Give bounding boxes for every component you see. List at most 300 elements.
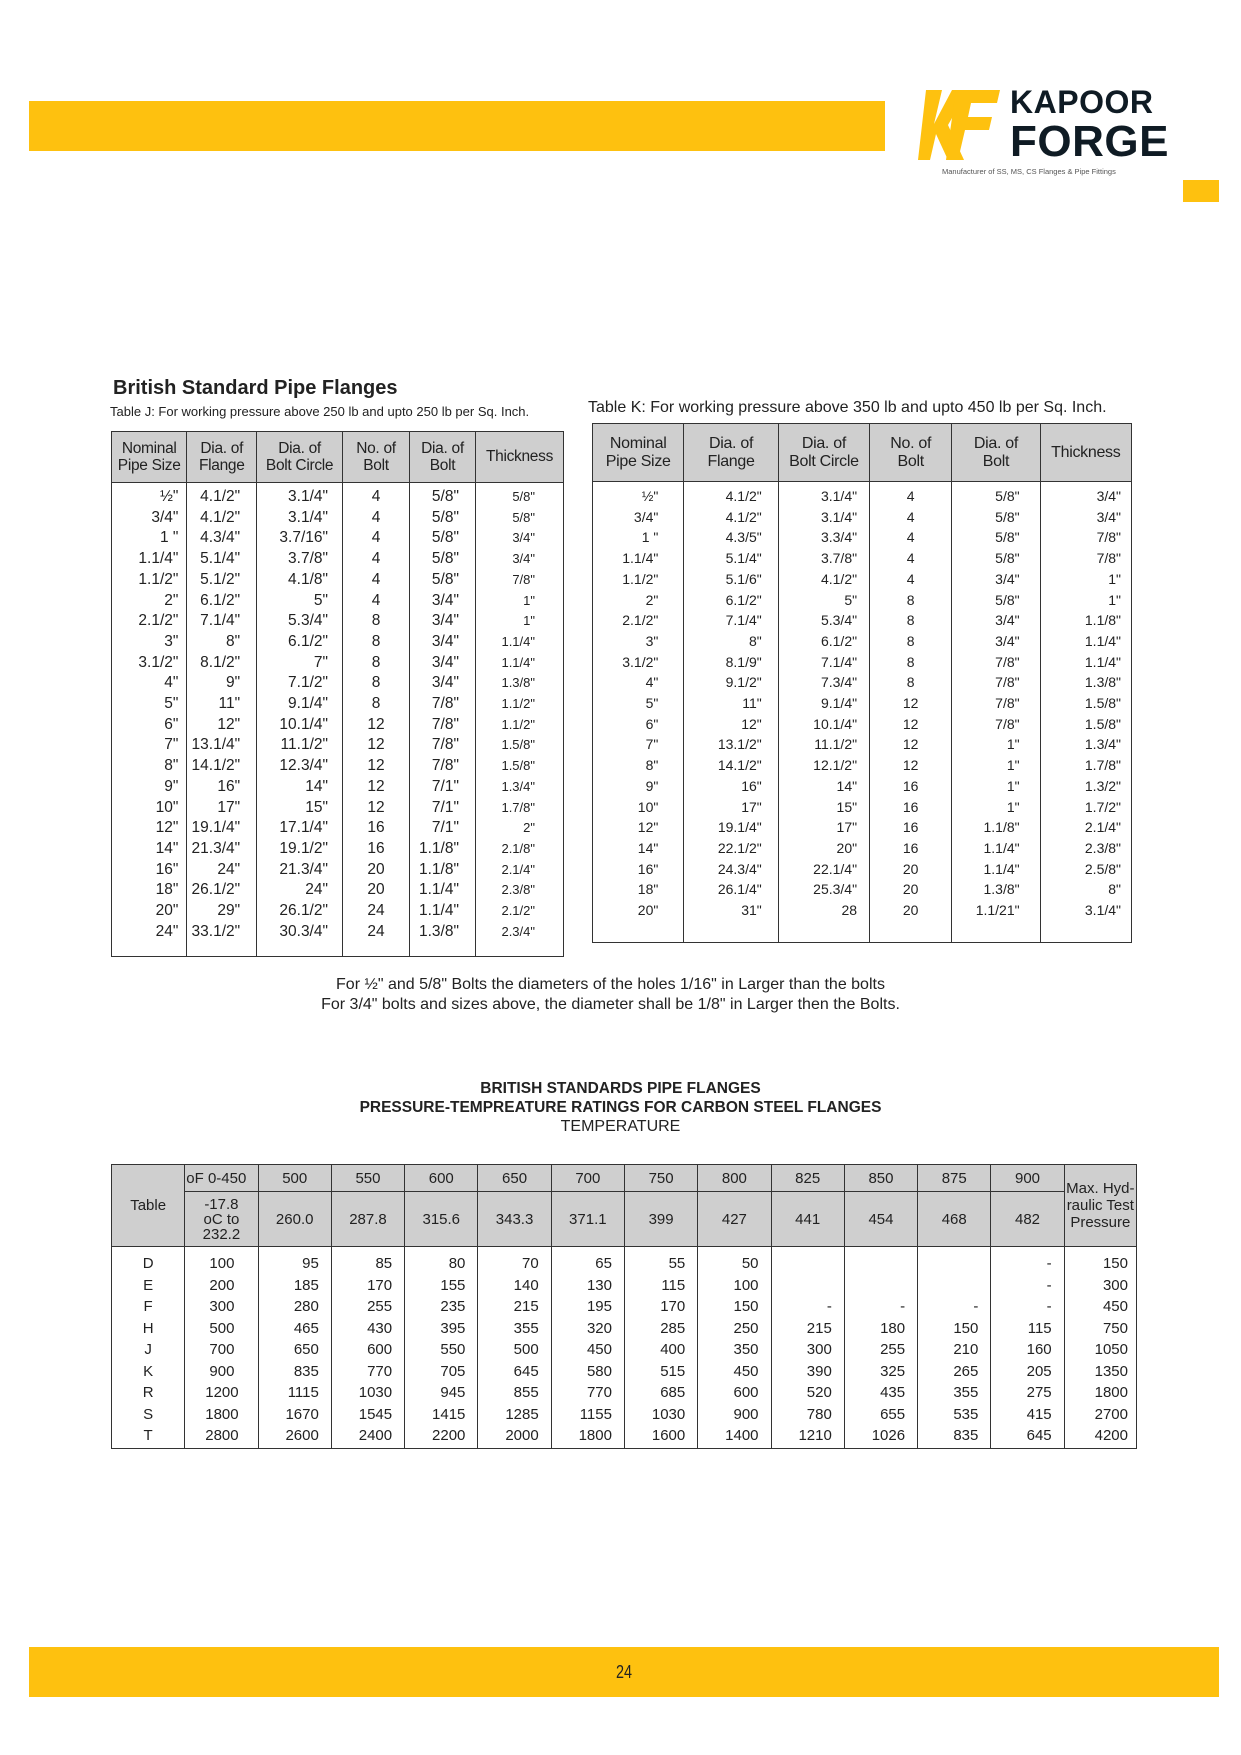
cell-value: 520 bbox=[806, 1384, 832, 1401]
bolt-hole-note-1: For ½" and 5/8" Bolts the diameters of the holes 1/16" in Larger than the bolts bbox=[336, 976, 885, 993]
cell-value: 18" bbox=[155, 881, 179, 899]
cell-value: 7/8" bbox=[431, 715, 459, 733]
cell-value: 350 bbox=[733, 1341, 759, 1358]
bolt-hole-note-2: For 3/4" bolts and sizes above, the diameter shall be 1/8" in Larger then the Bolts. bbox=[321, 996, 900, 1013]
temp-c-cell: -17.8 oC to 232.2 bbox=[185, 1192, 258, 1247]
cell-value: 1.1/2" bbox=[622, 570, 659, 587]
cell-value: 1050 bbox=[1094, 1341, 1128, 1358]
cell-value: 10.1/4" bbox=[813, 715, 858, 732]
cell-value: 3/4" bbox=[1096, 488, 1121, 504]
cell-value: 7/8" bbox=[995, 674, 1020, 691]
cell-value: 1030 bbox=[651, 1405, 686, 1423]
table-j-header-row bbox=[112, 432, 564, 483]
cell-value: 685 bbox=[660, 1384, 686, 1401]
cell-value: 1.1/4" bbox=[419, 881, 459, 899]
cell-value: 1.3/2" bbox=[1084, 777, 1121, 794]
brand-tagline: Manufacturer of SS, MS, CS Flanges & Pipe Fittings bbox=[942, 167, 1116, 176]
cell-value: 24" bbox=[217, 860, 241, 878]
cell-value: 16 bbox=[367, 839, 385, 857]
cell-value: 13.1/2" bbox=[717, 736, 762, 753]
cell-value: 750 bbox=[1102, 1319, 1128, 1337]
temp-c-cell: 441 bbox=[771, 1192, 844, 1247]
cell-value: 16 bbox=[367, 819, 385, 837]
cell-value: 4.1/2" bbox=[725, 488, 762, 504]
cell-value: 1.1/4" bbox=[419, 902, 459, 920]
cell-value: 170 bbox=[660, 1298, 686, 1315]
cell-value: 300 bbox=[209, 1298, 235, 1315]
cell-value: 4 bbox=[371, 488, 381, 505]
header-thickness: Thickness bbox=[475, 432, 563, 483]
cell-value: 5/8" bbox=[512, 489, 535, 504]
cell-value: 9" bbox=[226, 674, 241, 692]
temp-c-cell: 454 bbox=[844, 1192, 917, 1247]
cell-value: 9.1/2" bbox=[725, 674, 762, 691]
col-dia-of-bolt bbox=[410, 483, 476, 957]
cell-value: 5/8" bbox=[431, 508, 459, 526]
cell-value: 26.1/4" bbox=[717, 881, 762, 898]
pressure-col-650 bbox=[478, 1247, 551, 1449]
pressure-title-line-3: TEMPERATURE bbox=[560, 1118, 681, 1135]
cell-value: 8 bbox=[906, 591, 915, 608]
cell-value: 10" bbox=[155, 798, 179, 816]
cell-value: 25.3/4" bbox=[813, 881, 858, 898]
cell-value: 3/4" bbox=[633, 508, 659, 525]
cell-value: 5.1/6" bbox=[725, 570, 762, 587]
cell-value: 15" bbox=[836, 798, 858, 815]
temp-f-cell: 900 bbox=[991, 1165, 1064, 1192]
cell-value: 8 bbox=[371, 632, 381, 650]
cell-value: 3.7/8" bbox=[288, 550, 328, 568]
cell-value: 4" bbox=[164, 674, 179, 692]
cell-value: 12 bbox=[367, 736, 385, 754]
cell-value: 1030 bbox=[358, 1384, 393, 1401]
header-nominal-pipe-size: Nominal Pipe Size bbox=[112, 432, 187, 483]
col-dia-of-bolt-circle bbox=[778, 482, 869, 943]
cell-value: 1.5/8" bbox=[1084, 715, 1121, 732]
cell-value: 945 bbox=[440, 1384, 466, 1401]
cell-value: 5/8" bbox=[431, 488, 459, 505]
cell-value: 17" bbox=[217, 798, 241, 816]
cell-value: 700 bbox=[209, 1341, 235, 1358]
cell-value: 1800 bbox=[1094, 1384, 1128, 1401]
cell-value: 3/4" bbox=[431, 653, 459, 671]
cell-value: 4 bbox=[371, 529, 381, 547]
cell-value: 1800 bbox=[205, 1405, 239, 1423]
pressure-col-850 bbox=[844, 1247, 917, 1449]
temp-f-cell: 550 bbox=[331, 1165, 404, 1192]
pressure-col-of-0-450 bbox=[185, 1247, 258, 1449]
cell-value: 95 bbox=[302, 1255, 319, 1272]
cell-value: 12 bbox=[367, 715, 385, 733]
header-dia-of-flange: Dia. of Flange bbox=[187, 432, 257, 483]
cell-value: 1155 bbox=[579, 1405, 612, 1423]
cell-value: 500 bbox=[513, 1341, 539, 1358]
temp-f-cell: oF 0-450 bbox=[185, 1165, 258, 1192]
cell-value: 205 bbox=[1026, 1362, 1052, 1380]
cell-value: 7/1" bbox=[431, 777, 459, 795]
cell-value: 235 bbox=[440, 1298, 466, 1315]
cell-value: E bbox=[143, 1276, 154, 1294]
cell-value: 30.3/4" bbox=[279, 922, 328, 940]
col-dia-of-flange bbox=[187, 483, 257, 957]
cell-value: 2800 bbox=[205, 1427, 239, 1444]
cell-value: 4.1/8" bbox=[288, 570, 328, 588]
cell-value: 3/4" bbox=[1096, 508, 1121, 525]
pressure-col-550 bbox=[331, 1247, 404, 1449]
cell-value: D bbox=[142, 1255, 154, 1272]
cell-value: 3/4" bbox=[512, 551, 535, 567]
cell-value: 1.7/8" bbox=[501, 799, 535, 815]
cell-value: 415 bbox=[1026, 1405, 1052, 1423]
cell-value: 1350 bbox=[1094, 1362, 1128, 1380]
cell-value: 8" bbox=[645, 757, 659, 774]
table-j-caption: Table J: For working pressure above 250 lb and upto 250 lb per Sq. Inch. bbox=[110, 404, 530, 419]
header-nominal-pipe-size: Nominal Pipe Size bbox=[593, 424, 684, 482]
cell-value: 325 bbox=[880, 1362, 906, 1380]
cell-value: 1.1/8" bbox=[419, 839, 459, 857]
temp-c-cell: 315.6 bbox=[405, 1192, 478, 1247]
col-max-hydraulic-test-pressure bbox=[1064, 1247, 1136, 1449]
cell-value: 4.3/5" bbox=[725, 529, 762, 546]
pressure-col-825 bbox=[771, 1247, 844, 1449]
cell-value: 7.1/4" bbox=[725, 612, 762, 629]
cell-value: 6.1/2" bbox=[820, 632, 858, 649]
cell-value: 200 bbox=[209, 1276, 235, 1294]
brand-wordmark bbox=[1010, 86, 1169, 164]
cell-value: 5.3/4" bbox=[820, 612, 858, 629]
cell-value: 355 bbox=[953, 1384, 979, 1401]
col-table-class bbox=[112, 1247, 185, 1449]
cell-value: 4 bbox=[371, 508, 381, 526]
cell-value: 1285 bbox=[505, 1405, 539, 1423]
cell-value: 5/8" bbox=[431, 529, 459, 547]
cell-value: 12 bbox=[902, 715, 919, 732]
cell-value: 5/8" bbox=[512, 509, 535, 525]
section-title: British Standard Pipe Flanges bbox=[113, 377, 398, 399]
temp-f-cell: 825 bbox=[771, 1165, 844, 1192]
cell-value: 1.1/8" bbox=[419, 860, 459, 878]
cell-value: 465 bbox=[293, 1319, 319, 1337]
cell-value: 130 bbox=[586, 1276, 612, 1294]
side-accent-block bbox=[1183, 180, 1219, 202]
cell-value: 3.1/2" bbox=[622, 653, 659, 670]
cell-value: 300 bbox=[1102, 1276, 1128, 1294]
cell-value: 4.1/2" bbox=[200, 488, 241, 505]
header-accent-bar bbox=[29, 101, 885, 151]
pressure-body-row bbox=[112, 1247, 1137, 1449]
cell-value: 180 bbox=[880, 1319, 906, 1337]
cell-value: H bbox=[142, 1319, 154, 1337]
cell-value bbox=[846, 1275, 905, 1297]
cell-value: 7/8" bbox=[995, 653, 1020, 670]
kf-monogram-icon bbox=[918, 90, 1000, 160]
cell-value: 1.1/4" bbox=[1084, 653, 1121, 670]
cell-value: 24.3/4" bbox=[717, 860, 762, 877]
cell-value: 1415 bbox=[432, 1405, 466, 1423]
temp-c-cell: 427 bbox=[698, 1192, 771, 1247]
cell-value: 14" bbox=[155, 839, 179, 857]
cell-value: 3.1/4" bbox=[288, 488, 328, 505]
cell-value: 215 bbox=[806, 1319, 832, 1337]
cell-value: 4.3/4" bbox=[200, 529, 241, 547]
cell-value: 185 bbox=[293, 1276, 319, 1294]
header-thickness: Thickness bbox=[1040, 424, 1131, 482]
cell-value: 20" bbox=[155, 902, 179, 920]
footer-accent-bar bbox=[29, 1647, 1219, 1697]
cell-value: 20" bbox=[836, 839, 858, 856]
cell-value: 9" bbox=[645, 777, 659, 794]
cell-value bbox=[919, 1275, 978, 1297]
cell-value: 6.1/2" bbox=[200, 591, 241, 609]
table-j bbox=[111, 431, 564, 957]
cell-value: 4 bbox=[906, 529, 915, 546]
cell-value: 10.1/4" bbox=[279, 715, 328, 733]
cell-value: 1545 bbox=[358, 1405, 393, 1423]
cell-value: 5" bbox=[645, 695, 659, 712]
cell-value: 8 bbox=[906, 674, 915, 691]
cell-value: 20 bbox=[902, 860, 919, 877]
cell-value: 1" bbox=[1108, 570, 1121, 587]
cell-value: 3.1/4" bbox=[1084, 902, 1121, 919]
cell-value: 50 bbox=[741, 1255, 759, 1272]
cell-value: 20 bbox=[902, 881, 919, 898]
cell-value: 24 bbox=[367, 922, 385, 940]
cell-value: 655 bbox=[880, 1405, 906, 1423]
cell-value: 1.3/8" bbox=[1084, 674, 1121, 691]
cell-value: 31" bbox=[741, 902, 762, 919]
cell-value: 26.1/2" bbox=[279, 902, 328, 920]
cell-value: 3/4" bbox=[512, 530, 535, 546]
cell-value: 7/8" bbox=[995, 695, 1020, 712]
cell-value: 7/8" bbox=[431, 736, 459, 754]
cell-value: 9" bbox=[164, 777, 179, 795]
header-no-of-bolt: No. of Bolt bbox=[870, 424, 952, 482]
col-thickness bbox=[475, 483, 563, 957]
cell-value: 4200 bbox=[1094, 1427, 1128, 1444]
temperature-f-row bbox=[112, 1165, 1137, 1192]
cell-value: 3.1/4" bbox=[820, 508, 858, 525]
cell-value: 900 bbox=[733, 1405, 759, 1423]
cell-value: 170 bbox=[367, 1276, 393, 1294]
cell-value: 650 bbox=[293, 1341, 319, 1358]
cell-value: 8 bbox=[371, 674, 381, 692]
cell-value: 65 bbox=[595, 1255, 612, 1272]
cell-value: 1.1/8" bbox=[983, 819, 1020, 836]
cell-value: 390 bbox=[806, 1362, 832, 1380]
pressure-col-875 bbox=[918, 1247, 991, 1449]
cell-value: 70 bbox=[522, 1255, 539, 1272]
cell-value: 11" bbox=[218, 695, 241, 713]
cell-value: 7/8" bbox=[995, 715, 1020, 732]
cell-value: K bbox=[143, 1362, 154, 1380]
cell-value: 8 bbox=[906, 653, 915, 670]
cell-value: 2600 bbox=[285, 1427, 319, 1444]
cell-value: S bbox=[143, 1405, 154, 1423]
cell-value: 9.1/4" bbox=[288, 695, 328, 713]
cell-value: 8" bbox=[164, 757, 179, 775]
cell-value: 2.3/4" bbox=[501, 923, 535, 939]
cell-value: 5.1/2" bbox=[200, 570, 241, 588]
cell-value: 2" bbox=[164, 591, 179, 609]
cell-value: 20 bbox=[367, 860, 385, 878]
cell-value: 4" bbox=[645, 674, 659, 691]
cell-value: 645 bbox=[513, 1362, 539, 1380]
cell-value: 12 bbox=[902, 695, 919, 712]
cell-value: 150 bbox=[1102, 1255, 1128, 1272]
pressure-table-title bbox=[0, 1079, 1241, 1136]
col-dia-of-flange bbox=[684, 482, 778, 943]
cell-value: 1.5/8" bbox=[1084, 695, 1121, 712]
cell-value: 11.1/2" bbox=[280, 736, 328, 754]
cell-value: 100 bbox=[209, 1255, 235, 1272]
cell-value: 7.3/4" bbox=[820, 674, 858, 691]
cell-value: 2.1/4" bbox=[501, 861, 535, 877]
cell-value: 8" bbox=[1108, 881, 1121, 898]
cell-value: 1 " bbox=[159, 529, 179, 547]
temp-f-cell: 850 bbox=[844, 1165, 917, 1192]
cell-value: 2.3/8" bbox=[501, 882, 535, 898]
cell-value: 3" bbox=[164, 632, 179, 650]
cell-value: 12 bbox=[367, 757, 385, 775]
cell-value bbox=[773, 1275, 832, 1297]
col-nominal-pipe-size bbox=[112, 483, 187, 957]
cell-value: 3.7/16" bbox=[279, 529, 328, 547]
cell-value: - bbox=[1046, 1298, 1052, 1315]
cell-value: 4 bbox=[906, 488, 915, 504]
header-dia-of-bolt: Dia. of Bolt bbox=[952, 424, 1040, 482]
cell-value: 600 bbox=[733, 1384, 759, 1401]
cell-value: 14" bbox=[637, 839, 659, 856]
cell-value: 3/4" bbox=[995, 612, 1020, 629]
cell-value: 16" bbox=[155, 860, 179, 878]
cell-value: 20 bbox=[367, 881, 385, 899]
cell-value bbox=[773, 1253, 832, 1275]
cell-value: 140 bbox=[513, 1276, 539, 1294]
header-dia-of-bolt-circle: Dia. of Bolt Circle bbox=[778, 424, 869, 482]
cell-value: 430 bbox=[367, 1319, 393, 1337]
cell-value: 16 bbox=[902, 777, 919, 794]
cell-value: J bbox=[144, 1341, 152, 1358]
cell-value: 7/8" bbox=[512, 571, 535, 587]
cell-value: 115 bbox=[1027, 1319, 1052, 1337]
cell-value: 16" bbox=[217, 777, 241, 795]
cell-value: 12" bbox=[155, 819, 179, 837]
cell-value: 5" bbox=[313, 591, 328, 609]
cell-value: 1" bbox=[1006, 798, 1020, 815]
cell-value: 8.1/2" bbox=[200, 653, 241, 671]
cell-value: 1.1/4" bbox=[501, 654, 535, 670]
cell-value: 19.1/4" bbox=[191, 819, 241, 837]
cell-value: 4 bbox=[371, 570, 381, 588]
cell-value: 1.3/4" bbox=[501, 778, 535, 794]
temp-f-cell: 600 bbox=[405, 1165, 478, 1192]
cell-value: 24" bbox=[305, 881, 328, 899]
cell-value: 7" bbox=[645, 736, 659, 753]
cell-value: 8" bbox=[748, 632, 762, 649]
cell-value: 2.1/2" bbox=[501, 903, 535, 919]
cell-value: 100 bbox=[733, 1276, 759, 1294]
cell-value: 12.3/4" bbox=[279, 757, 328, 775]
cell-value: 1600 bbox=[651, 1427, 686, 1444]
cell-value: 12 bbox=[367, 777, 385, 795]
cell-value: 15" bbox=[305, 798, 328, 816]
cell-value: 5" bbox=[164, 695, 179, 713]
cell-value: 3/4" bbox=[431, 674, 459, 692]
cell-value: 255 bbox=[880, 1341, 906, 1358]
cell-value: - bbox=[973, 1298, 979, 1315]
cell-value: 1.5/8" bbox=[501, 758, 535, 774]
pressure-title-line-1: BRITISH STANDARDS PIPE FLANGES bbox=[480, 1080, 761, 1097]
cell-value: 450 bbox=[733, 1362, 759, 1380]
cell-value: ½" bbox=[159, 488, 179, 505]
temp-c-cell: 343.3 bbox=[478, 1192, 551, 1247]
cell-value: 8" bbox=[226, 632, 241, 650]
cell-value: 7/1" bbox=[431, 798, 459, 816]
cell-value: 2.1/2" bbox=[138, 612, 179, 630]
cell-value: 8 bbox=[906, 632, 915, 649]
pressure-col-800 bbox=[698, 1247, 771, 1449]
cell-value: 12 bbox=[367, 798, 385, 816]
cell-value: 1200 bbox=[205, 1384, 239, 1401]
cell-value: 8 bbox=[371, 612, 381, 630]
cell-value: 5/8" bbox=[431, 570, 459, 588]
cell-value: 7.1/4" bbox=[820, 653, 858, 670]
cell-value: 770 bbox=[367, 1362, 393, 1380]
cell-value: 6" bbox=[164, 715, 179, 733]
cell-value: 2" bbox=[645, 591, 659, 608]
temp-f-cell: 500 bbox=[258, 1165, 331, 1192]
cell-value: 435 bbox=[880, 1384, 906, 1401]
cell-value: 160 bbox=[1026, 1341, 1052, 1358]
cell-value: 12" bbox=[741, 715, 762, 732]
cell-value: 1.3/8" bbox=[501, 675, 535, 691]
col-thickness bbox=[1040, 482, 1131, 943]
cell-value: 3.7/8" bbox=[820, 550, 858, 567]
cell-value: 14" bbox=[836, 777, 858, 794]
cell-value: 10" bbox=[637, 798, 659, 815]
cell-value: 8.1/9" bbox=[725, 653, 762, 670]
cell-value: 285 bbox=[660, 1319, 686, 1337]
cell-value: 1.1/4" bbox=[983, 839, 1020, 856]
cell-value: 17" bbox=[836, 819, 858, 836]
cell-value: 1.1/2" bbox=[501, 716, 535, 732]
pressure-col-900 bbox=[991, 1247, 1064, 1449]
cell-value: F bbox=[143, 1298, 153, 1315]
cell-value: 1" bbox=[523, 592, 535, 608]
temp-f-cell: 700 bbox=[551, 1165, 624, 1192]
brand-line-1: KAPOOR bbox=[1010, 84, 1154, 120]
cell-value: - bbox=[900, 1298, 906, 1315]
cell-value: 7/8" bbox=[1096, 550, 1121, 567]
cell-value: 26.1/2" bbox=[191, 881, 241, 899]
cell-value: 355 bbox=[513, 1319, 539, 1337]
cell-value: 4 bbox=[906, 570, 915, 587]
temp-c-cell: 399 bbox=[624, 1192, 697, 1247]
cell-value: 1.7/8" bbox=[1084, 757, 1121, 774]
cell-value: 1210 bbox=[798, 1427, 832, 1444]
cell-value: 13.1/4" bbox=[191, 736, 241, 754]
cell-value: 1" bbox=[1006, 777, 1020, 794]
cell-value: 3/4" bbox=[151, 508, 179, 526]
cell-value: 275 bbox=[1026, 1384, 1052, 1401]
cell-value: 7/8" bbox=[431, 757, 459, 775]
cell-value: 3/4" bbox=[431, 591, 459, 609]
cell-value: 280 bbox=[293, 1298, 319, 1315]
cell-value: 4.1/2" bbox=[200, 508, 241, 526]
cell-value: 1.1/4" bbox=[983, 860, 1020, 877]
cell-value: 395 bbox=[440, 1319, 466, 1337]
cell-value: 29" bbox=[217, 902, 241, 920]
